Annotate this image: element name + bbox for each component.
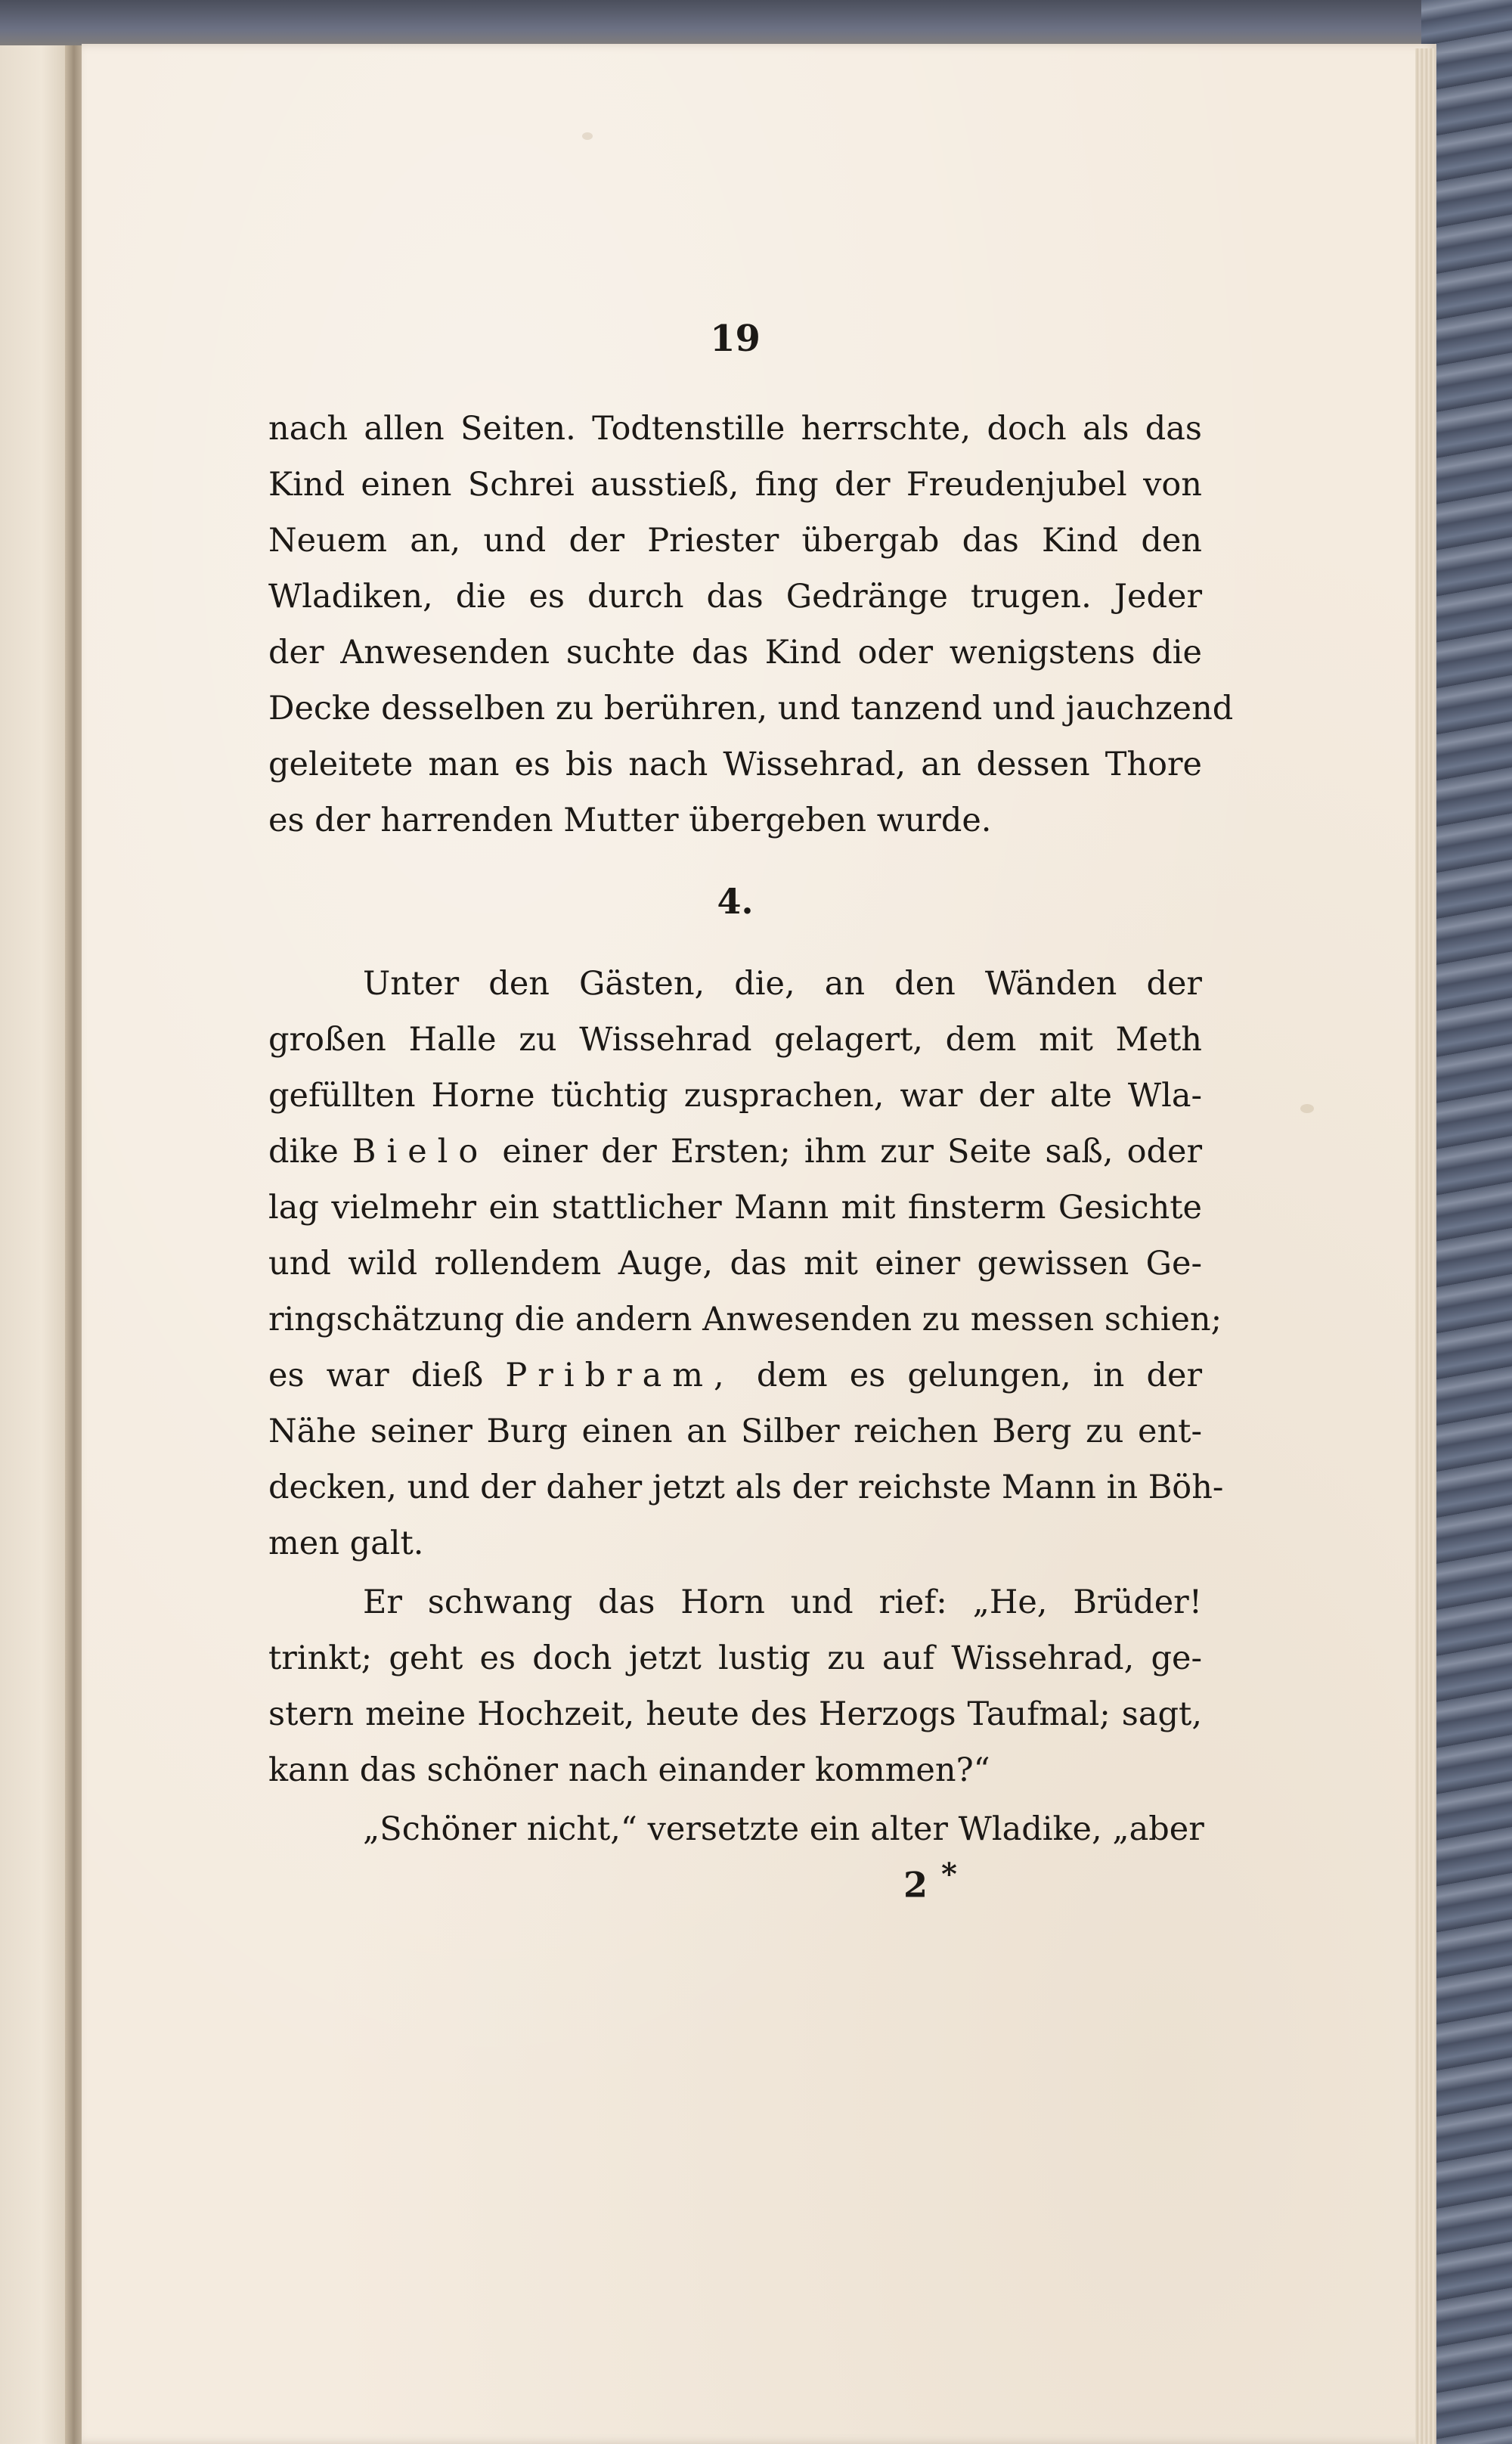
text-fragment: einer der Ersten; ihm zur Seite saß, oder [502,1133,1202,1171]
text-line: Decke desselben zu berühren, und tanzend und jauchzend [268,690,1234,727]
text-fragment: es war dieß [268,1357,484,1394]
text-line: der Anwesenden suchte das Kind oder wenigstens die [268,634,1202,671]
text-fragment: dem es gelungen, in der [756,1357,1203,1394]
text-line: geleitete man es bis nach Wissehrad, an dessen Thore [268,746,1202,783]
text-line: trinkt; geht es doch jetzt lustig zu auf Wissehrad, ge- [268,1639,1202,1677]
text-line [268,1348,1202,1403]
text-line [268,1124,1202,1180]
foxing-spot [582,132,593,140]
signature-mark [903,1856,957,1905]
text-line: Unter den Gästen, die, an den Wänden der [363,965,1202,1003]
page-fore-edge [1415,48,1435,2444]
page-number: 19 [710,318,761,360]
text-line: und wild rollendem Auge, das mit einer gewissen Ge- [268,1245,1202,1282]
text-line: großen Halle zu Wissehrad gelagert, dem mit Meth [268,1021,1202,1059]
text-line: es der harrenden Mutter übergeben wurde. [268,802,992,839]
text-fragment: dike [268,1133,339,1171]
text-line: stern meine Hochzeit, heute des Herzogs Taufmal; sagt, [268,1695,1202,1733]
text-line: Kind einen Schrei ausstieß, fing der Freudenjubel von [268,466,1202,504]
signature-number: 2 [903,1864,928,1906]
text-line: nach allen Seiten. Todtenstille herrschte, doch als das [268,410,1202,448]
text-line: ringschätzung die andern Anwesenden zu messen schien; [268,1301,1222,1338]
text-line: men galt. [268,1524,424,1562]
signature-star: * [941,1856,957,1892]
spaced-name-pribram: Pribram, [505,1357,735,1394]
text-line: kann das schöner nach einander kommen?“ [268,1751,990,1789]
text-line: decken, und der daher jetzt als der reichste Mann in Böh- [268,1469,1224,1506]
text-line: Nähe seiner Burg einen an Silber reichen Berg zu ent- [268,1413,1202,1450]
text-line: gefüllten Horne tüchtig zusprachen, war der alte Wla- [268,1077,1202,1115]
text-line: „Schöner nicht,“ versetzte ein alter Wladike, „aber [363,1810,1204,1848]
text-line: Er schwang das Horn und rief: „He, Brüder! [363,1583,1202,1621]
text-line: lag vielmehr ein stattlicher Mann mit finsterm Gesichte [268,1189,1202,1227]
foxing-spot [1300,1104,1314,1113]
text-line: Neuem an, und der Priester übergab das Kind den [268,522,1202,560]
text-line: Wladiken, die es durch das Gedränge trugen. Jeder [268,578,1202,616]
spaced-name-bielo: Bielo [352,1133,489,1171]
left-page-sliver [0,45,70,2444]
section-number: 4. [717,881,754,922]
